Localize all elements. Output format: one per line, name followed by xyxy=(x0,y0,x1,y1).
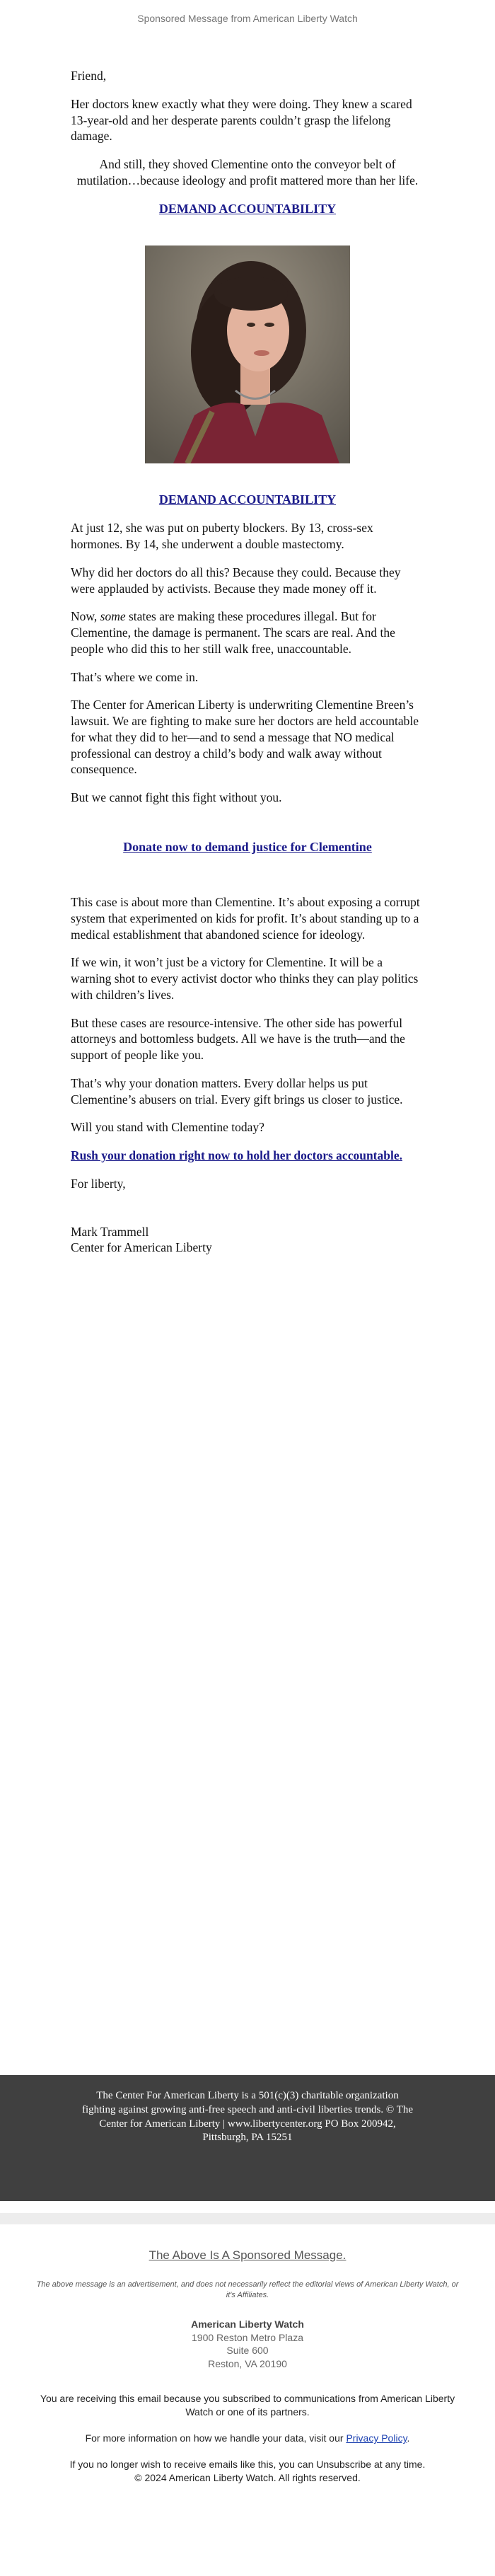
paragraph xyxy=(71,608,424,657)
donate-justice-link[interactable]: Donate now to demand justice for Clementine xyxy=(123,839,372,854)
unsubscribe-notice xyxy=(35,2458,460,2485)
signature-org: Center for American Liberty xyxy=(71,1240,212,1255)
text-run: If you no longer wish to receive emails like this, you can xyxy=(69,2458,317,2470)
emphasis: some xyxy=(100,609,126,624)
paragraph: The Center for American Liberty is underwriting Clementine Breen’s lawsuit. We are fighting to make sure her doctors are held accountable for what they did to her—and to send a message that NO medical professional can destroy a child’s body and walk away without consequence. xyxy=(71,698,419,777)
organization-footer xyxy=(0,2075,495,2201)
text-run: . xyxy=(407,2432,410,2444)
text-run: at any time. xyxy=(371,2458,426,2470)
greeting: Friend, xyxy=(71,69,107,83)
sender-name: American Liberty Watch xyxy=(191,2318,304,2330)
text-run: Now, xyxy=(71,609,100,624)
privacy-notice xyxy=(35,2432,460,2445)
closing: For liberty, xyxy=(71,1176,126,1191)
paragraph: And still, they shoved Clementine onto the conveyor belt of mutilation…because ideology and profit mattered more than her life. xyxy=(76,157,419,187)
paragraph: But we cannot fight this fight without you. xyxy=(71,790,282,805)
divider-band xyxy=(0,2213,495,2224)
advertisement-disclaimer: The above message is an advertisement, and does not necessarily reflect the editorial views of American Liberty Watch, or it's Affiliates. xyxy=(36,2280,459,2299)
paragraph: That’s where we come in. xyxy=(71,669,199,684)
paragraph: That’s why your donation matters. Every dollar helps us put Clementine’s abusers on trial. Every gift brings us closer to justice. xyxy=(71,1075,403,1107)
demand-accountability-link-top[interactable]: DEMAND ACCOUNTABILITY xyxy=(158,201,337,216)
address-line: Suite 600 xyxy=(226,2345,269,2357)
photo-container xyxy=(71,246,424,463)
paragraph: Her doctors knew exactly what they were doing. They knew a scared 13-year-old and her desperate parents couldn’t grasp the lifelong damage. xyxy=(71,96,412,144)
letter-body xyxy=(71,68,424,1256)
paragraph: At just 12, she was put on puberty blockers. By 13, cross-sex hormones. By 14, she underwent a double mastectomy. xyxy=(71,521,373,552)
text-run: states are making these procedures illegal. But for Clementine, the damage is permanent. The scars are real. And the people who did this to her still walk free, unaccountable. xyxy=(71,609,395,656)
sponsored-notice-link[interactable]: The Above Is A Sponsored Message. xyxy=(148,2248,346,2262)
subscription-notice: You are receiving this email because you subscribed to communications from American Liberty Watch or one of its partners. xyxy=(40,2393,455,2418)
address-line: Reston, VA 20190 xyxy=(208,2358,287,2370)
privacy-policy-link[interactable]: Privacy Policy xyxy=(346,2432,407,2444)
paragraph: Why did her doctors do all this? Because they could. Because they were applauded by activists. Because they made money off it. xyxy=(71,565,401,596)
copyright: © 2024 American Liberty Watch. All rights reserved. xyxy=(134,2471,361,2483)
text-run: For more information on how we handle your data, visit our xyxy=(85,2432,346,2444)
paragraph: But these cases are resource-intensive. The other side has powerful attorneys and bottomless budgets. All we have is the truth—and the support of people like you. xyxy=(71,1015,405,1063)
paragraph: This case is about more than Clementine. It’s about exposing a corrupt system that experimented on kids for profit. It’s about standing up to a medical establishment that abandoned science for ideology. xyxy=(71,895,420,942)
rush-donation-link[interactable]: Rush your donation right now to hold her doctors accountable. xyxy=(71,1148,402,1163)
sponsor-banner: Sponsored Message from American Liberty Watch xyxy=(137,13,358,24)
clementine-photo[interactable] xyxy=(145,246,350,463)
email-footer xyxy=(0,2248,495,2485)
paragraph: Will you stand with Clementine today? xyxy=(71,1120,264,1135)
address-line: 1900 Reston Metro Plaza xyxy=(192,2331,303,2343)
demand-accountability-link-bottom[interactable]: DEMAND ACCOUNTABILITY xyxy=(158,492,337,507)
mailing-address xyxy=(0,2318,495,2372)
organization-footer-text: The Center For American Liberty is a 501(c)(3) charitable organization fighting against growing anti-free speech and anti-civil liberties trends. © The Center for American Liberty | www.libertycenter.org PO Box 200942, Pittsburgh, PA 15251 xyxy=(81,2090,414,2144)
signature-name: Mark Trammell xyxy=(71,1224,149,1239)
unsubscribe-link[interactable]: Unsubscribe xyxy=(316,2458,372,2470)
paragraph: If we win, it won’t just be a victory for Clementine. It will be a warning shot to every activist doctor who thinks they can play politics with children’s lives. xyxy=(71,955,419,1002)
